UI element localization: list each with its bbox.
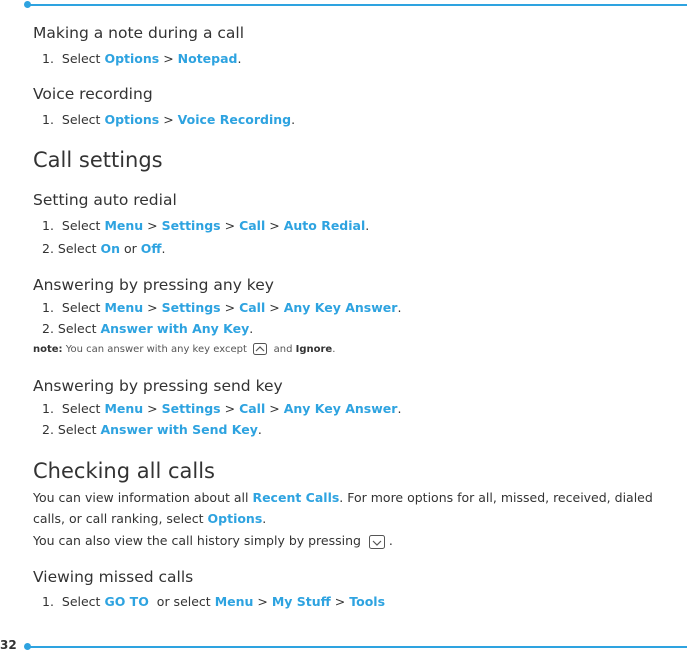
menu-option-options: Options bbox=[207, 511, 263, 526]
step-any-key-1: 1. Select Menu > Settings > Call > Any Key Answer. bbox=[42, 300, 402, 315]
menu-option-settings: Settings bbox=[161, 401, 221, 416]
send-key-icon bbox=[369, 535, 385, 549]
menu-option-any-key-answer: Any Key Answer bbox=[283, 300, 398, 315]
heading-any-key-answer: Answering by pressing any key bbox=[33, 276, 274, 294]
paragraph-call-options: calls, or call ranking, select Options. bbox=[33, 511, 267, 526]
paragraph-send-key-history: You can also view the call history simply by pressing . bbox=[33, 533, 393, 548]
menu-option-call: Call bbox=[239, 401, 266, 416]
menu-option-options: Options bbox=[104, 112, 160, 127]
top-rule bbox=[28, 4, 687, 6]
menu-option-notepad: Notepad bbox=[177, 51, 238, 66]
menu-option-menu: Menu bbox=[104, 218, 144, 233]
menu-option-call: Call bbox=[239, 300, 266, 315]
option-off: Off bbox=[140, 241, 162, 256]
heading-call-settings: Call settings bbox=[33, 148, 163, 172]
menu-option-any-key-answer: Any Key Answer bbox=[283, 401, 398, 416]
note-label: note: bbox=[33, 344, 63, 355]
heading-checking-all-calls: Checking all calls bbox=[33, 459, 215, 483]
menu-option-voice-recording: Voice Recording bbox=[177, 112, 292, 127]
key-go-to: GO TO bbox=[104, 594, 149, 609]
menu-option-options: Options bbox=[104, 51, 160, 66]
menu-option-tools: Tools bbox=[349, 594, 386, 609]
step-missed-1: 1. Select GO TO or select Menu > My Stuff > Tools bbox=[42, 594, 386, 609]
menu-option-recent-calls: Recent Calls bbox=[252, 490, 340, 505]
step-auto-redial-1: 1. Select Menu > Settings > Call > Auto Redial. bbox=[42, 218, 370, 233]
heading-note-during-call: Making a note during a call bbox=[33, 24, 245, 42]
paragraph-recent-calls: You can view information about all Recent Calls. For more options for all, missed, received, dialed bbox=[33, 490, 653, 505]
menu-option-auto-redial: Auto Redial bbox=[283, 218, 366, 233]
note-any-key: note: You can answer with any key except and Ignore. bbox=[33, 344, 336, 355]
heading-auto-redial: Setting auto redial bbox=[33, 191, 177, 209]
option-ignore: Ignore bbox=[295, 344, 333, 355]
end-key-icon bbox=[253, 343, 267, 355]
heading-voice-recording: Voice recording bbox=[33, 85, 153, 103]
option-answer-with-any-key: Answer with Any Key bbox=[100, 321, 250, 336]
menu-option-menu: Menu bbox=[214, 594, 254, 609]
step-send-key-1: 1. Select Menu > Settings > Call > Any Key Answer. bbox=[42, 401, 402, 416]
step-send-key-2: 2. Select Answer with Send Key. bbox=[42, 422, 262, 437]
menu-option-my-stuff: My Stuff bbox=[271, 594, 331, 609]
menu-option-settings: Settings bbox=[161, 218, 221, 233]
page-number: 32 bbox=[0, 638, 17, 652]
heading-viewing-missed-calls: Viewing missed calls bbox=[33, 568, 194, 586]
step-any-key-2: 2. Select Answer with Any Key. bbox=[42, 321, 254, 336]
menu-option-menu: Menu bbox=[104, 300, 144, 315]
heading-send-key-answer: Answering by pressing send key bbox=[33, 377, 283, 395]
step-note-1: 1. Select Options > Notepad. bbox=[42, 51, 242, 66]
option-answer-with-send-key: Answer with Send Key bbox=[100, 422, 258, 437]
step-voice-1: 1. Select Options > Voice Recording. bbox=[42, 112, 296, 127]
menu-option-call: Call bbox=[239, 218, 266, 233]
step-auto-redial-2: 2. Select On or Off. bbox=[42, 241, 166, 256]
menu-option-settings: Settings bbox=[161, 300, 221, 315]
bottom-rule bbox=[28, 646, 687, 648]
menu-option-menu: Menu bbox=[104, 401, 144, 416]
option-on: On bbox=[100, 241, 120, 256]
